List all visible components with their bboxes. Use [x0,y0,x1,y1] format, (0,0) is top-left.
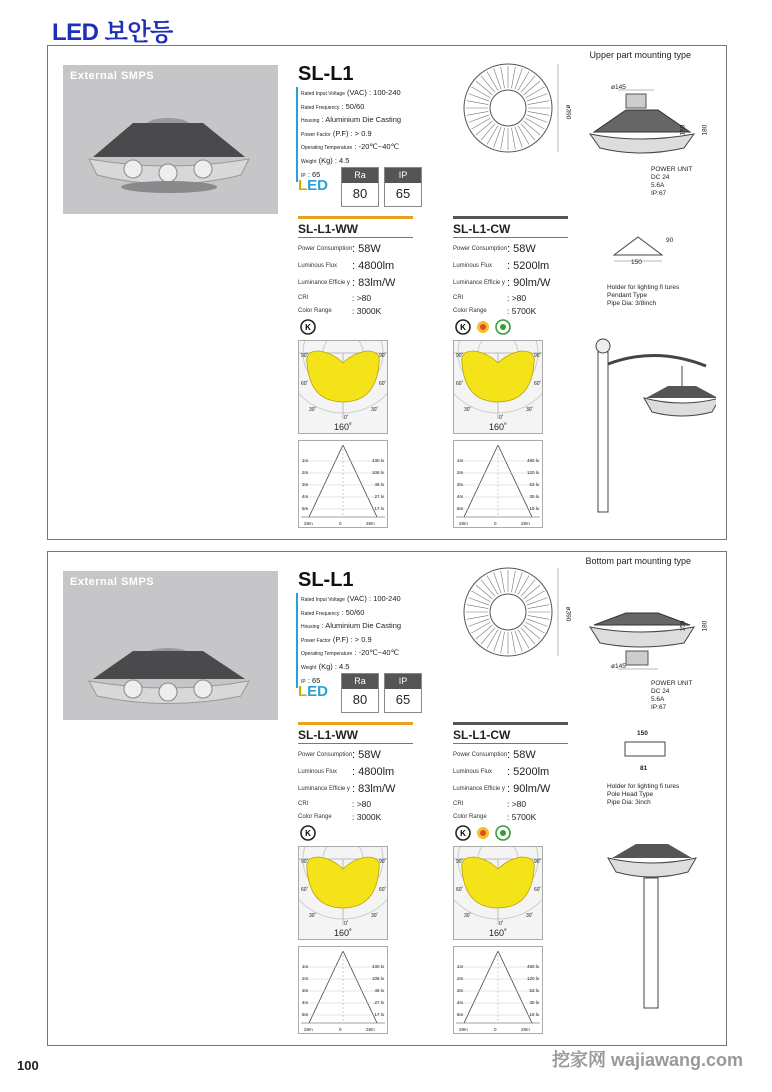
luminaire-top-view [458,58,568,162]
product-photo [63,571,278,720]
color-label: Color Range [298,307,332,314]
ip-badge [384,673,422,713]
distance-label: 5m [302,506,309,511]
height-dim-1: 150 [679,620,687,632]
color-row [298,304,413,317]
spec-unit: (Kg) [316,661,333,671]
power-unit-line: IP:67 [651,704,667,711]
efficacy-value: : 83lm/W [352,782,396,795]
cri-label: CRI [453,800,464,807]
beam-angle: 160˚ [488,928,507,938]
polar-angle-label: 30˚ [309,913,317,919]
distance-label: 1m [457,458,464,463]
luminaire-top-view [458,562,568,666]
variant-block [298,216,413,528]
spec-value: : 100-240 [366,88,401,97]
model-title: SL-L1 [298,63,354,85]
spec-key: Weight [301,664,317,671]
distance-label: 2m [457,976,464,981]
power-unit-line: IP:67 [651,190,667,197]
power-label: Power Consumption [298,751,353,758]
ip-badge [384,167,422,207]
distance-label: 3m [457,988,464,993]
cri-row [453,797,568,810]
polar-angle-label: 90˚ [534,353,542,359]
color-value: : 5700K [507,811,537,822]
lux-label: 27 lx [374,1000,384,1005]
distance-label: 2m [457,470,464,475]
cri-label: CRI [298,294,309,301]
efficacy-label: Luminance Efficie y [453,785,505,792]
illuminance-chart [298,440,388,528]
cert-icons [453,824,568,843]
lux-label: 19 lx [529,506,539,511]
spec-line [296,620,401,634]
spec-value: : -20℃~40℃ [352,142,399,152]
polar-distribution [453,340,543,434]
spec-line [296,607,401,621]
spec-key: Rated Input Voltage [301,91,345,97]
axis-label: 28m [304,521,313,526]
distance-label: 3m [457,482,464,487]
spec-key: Rated Input Voltage [301,597,345,603]
ra-badge [341,673,379,713]
spec-unit: (Kg) [316,155,333,165]
axis-label: 28m [459,521,468,526]
power-unit-line: DC 24 [651,688,670,695]
polar-angle-label: 90˚ [301,859,309,865]
top-diameter-dim: ø145 [611,663,626,670]
polar-angle-label: 60˚ [379,887,387,893]
power-label: Power Consumption [298,245,353,252]
axis-label: 28m [459,1027,468,1032]
spec-key: IP [301,678,306,685]
polar-angle-label: 30˚ [526,913,534,919]
polar-angle-label: 90˚ [301,353,309,359]
holder-line: Pendant Type [607,292,647,299]
power-value: : 58W [352,242,381,255]
lux-label: 17 lx [374,1012,384,1017]
lux-label: 53 lx [529,988,539,993]
power-unit-line: 5.6A [651,182,665,189]
ra-label: Ra [342,674,378,689]
power-label: Power Consumption [453,245,508,252]
polar-angle-label: 90˚ [456,353,464,359]
beam-angle: 160˚ [488,422,507,432]
lux-label: 480 lx [526,458,539,463]
pole-head-bracket-drawing [621,740,671,760]
power-row [453,240,568,257]
polar-angle-label: 0˚ [499,415,504,421]
svg-text:K: K [460,829,466,838]
cri-value: : >80 [352,798,372,809]
color-label: Color Range [298,813,332,820]
svg-text:K: K [305,323,311,332]
spec-key: Housing [301,118,320,125]
watermark: 挖家网 wajiawang.com [552,1050,744,1070]
diameter-dim: ø390 [564,104,572,120]
polar-angle-label: 60˚ [456,887,464,893]
axis-label: 0 [339,521,342,526]
polar-angle-label: 90˚ [534,859,542,865]
spec-value: : > 0.9 [348,634,372,644]
axis-label: 28m [366,1027,375,1032]
flux-value: : 4800lm [352,259,395,272]
mounting-type-header: Upper part mounting type [589,50,691,60]
efficacy-value: : 83lm/W [352,276,396,289]
lux-label: 30 lx [529,1000,539,1005]
power-unit-line: DC 24 [651,174,670,181]
cert-icons [298,318,413,337]
spec-line [296,128,401,142]
spec-line [296,634,401,648]
ra-value: 80 [352,692,368,707]
polar-angle-label: 60˚ [456,381,464,387]
bracket-width-dim: 150 [637,730,648,737]
lux-label: 17 lx [374,506,384,511]
luminaire-image [63,65,278,214]
spec-value: : -20℃~40℃ [352,648,399,658]
distance-label: 4m [457,494,464,499]
variant-block [453,722,568,1034]
kc-cert-icon [453,318,473,336]
efficacy-label: Luminance Efficie y [298,279,350,286]
polar-angle-label: 0˚ [344,921,349,927]
holder-line: Holder for lighting fi tures [607,783,680,790]
flux-row [298,763,413,780]
power-value: : 58W [507,242,536,255]
distance-label: 1m [302,458,309,463]
mounting-type-header: Bottom part mounting type [585,556,691,566]
holder-line: Holder for lighting fi tures [607,284,680,291]
distance-label: 5m [302,1012,309,1017]
flux-value: : 5200lm [507,259,550,272]
polar-angle-label: 30˚ [371,407,379,413]
power-value: : 58W [352,748,381,761]
ra-badge [341,167,379,207]
efficacy-row [453,274,568,291]
variant-name: SL-L1-WW [298,728,413,744]
holder-line: Pipe Dia: 3inch [607,799,651,806]
spec-line [296,114,401,128]
power-label: Power Consumption [453,751,508,758]
model-title: SL-L1 [298,569,354,591]
flux-row [298,257,413,274]
flux-value: : 4800lm [352,765,395,778]
kc-cert-icon [298,318,318,336]
illuminance-chart [453,946,543,1034]
page-title: LED 보안등 [52,19,173,46]
lux-label: 27 lx [374,494,384,499]
spec-value: : 4.5 [332,661,350,671]
axis-label: 0 [494,1027,497,1032]
lux-label: 19 lx [529,1012,539,1017]
spec-line [296,593,401,607]
kc-cert-icon [298,824,318,842]
axis-label: 28m [521,521,530,526]
variant-color-bar [298,722,413,725]
ra-label: Ra [342,168,378,183]
kc-cert-icon [453,824,473,842]
polar-angle-label: 30˚ [464,407,472,413]
axis-label: 28m [304,1027,313,1032]
spec-value: : 4.5 [332,155,350,165]
color-row [453,304,568,317]
spec-line [296,101,401,115]
illuminance-chart [298,946,388,1034]
lux-label: 120 lx [526,470,539,475]
spec-key: Housing [301,624,320,631]
axis-label: 28m [521,1027,530,1032]
holder-line: Pole Head Type [607,791,654,798]
spec-value: : Aluminium Die Casting [319,621,402,631]
spec-value: : > 0.9 [348,128,372,138]
holder-info [607,284,679,308]
spec-key: Rated Frequency [301,610,340,617]
distance-label: 4m [457,1000,464,1005]
top-diameter-dim: ø145 [611,84,626,91]
page-number: 100 [17,1058,39,1073]
pendant-installation-drawing [586,336,716,516]
distance-label: 1m [457,964,464,969]
flux-row [453,257,568,274]
cri-row [453,291,568,304]
svg-text:K: K [305,829,311,838]
color-row [453,810,568,823]
spec-value: : Aluminium Die Casting [319,115,402,125]
polar-angle-label: 60˚ [301,887,309,893]
cert-icons [453,318,568,337]
flux-label: Luminous Flux [298,768,338,775]
spec-key: Power Factor [301,637,331,644]
product-panel [47,45,727,540]
flux-label: Luminous Flux [453,262,493,269]
power-unit-info [651,166,693,198]
flux-row [453,763,568,780]
product-photo [63,65,278,214]
ip-value: 65 [395,186,411,201]
efficacy-label: Luminance Efficie y [298,785,350,792]
cri-label: CRI [298,800,309,807]
flux-value: : 5200lm [507,765,550,778]
distance-label: 5m [457,1012,464,1017]
distance-label: 1m [302,964,309,969]
cert-icons [298,824,413,843]
flux-label: Luminous Flux [453,768,493,775]
axis-label: 0 [339,1027,342,1032]
polar-angle-label: 60˚ [301,381,309,387]
illuminance-chart [453,440,543,528]
led-logo: LED [298,177,329,194]
efficacy-label: Luminance Efficie y [453,279,505,286]
efficacy-row [298,274,413,291]
variant-name: SL-L1-WW [298,222,413,238]
distance-label: 3m [302,988,309,993]
power-unit-line: POWER UNIT [651,680,693,687]
color-label: Color Range [453,813,487,820]
lux-label: 48 lx [374,482,384,487]
lux-label: 48 lx [374,988,384,993]
polar-angle-label: 0˚ [499,921,504,927]
variant-color-bar [298,216,413,219]
variant-block [298,722,413,1034]
lux-label: 108 lx [371,470,384,475]
flux-label: Luminous Flux [298,262,338,269]
spec-key: Power Factor [301,131,331,138]
polar-angle-label: 60˚ [379,381,387,387]
eco-cert-icon [493,318,513,336]
power-unit-line: POWER UNIT [651,166,693,173]
lux-label: 430 lx [371,458,384,463]
color-label: Color Range [453,307,487,314]
distance-label: 4m [302,1000,309,1005]
spec-unit: (VAC) [344,88,367,97]
variant-color-bar [453,216,568,219]
efficacy-row [453,780,568,797]
lux-label: 53 lx [529,482,539,487]
polar-angle-label: 90˚ [379,353,387,359]
variant-color-bar [453,722,568,725]
spec-key: Operating Temperature [301,651,353,658]
spec-line [296,87,401,101]
smps-label: External SMPS [70,576,155,588]
beam-angle: 160˚ [333,422,352,432]
eco-cert-icon [493,824,513,842]
height-dim-2: 180 [701,620,709,632]
cri-label: CRI [453,294,464,301]
lux-label: 430 lx [371,964,384,969]
distance-label: 4m [302,494,309,499]
polar-angle-label: 30˚ [526,407,534,413]
power-row [298,240,413,257]
color-value: : 5700K [507,305,537,316]
color-row [298,810,413,823]
polar-angle-label: 60˚ [534,887,542,893]
beam-angle: 160˚ [333,928,352,938]
lux-label: 30 lx [529,494,539,499]
spec-key: Rated Frequency [301,104,340,111]
spec-value: : 65 [305,675,321,685]
power-unit-info [651,680,693,712]
luminaire-side-view [576,605,706,685]
spec-key: IP [301,172,306,179]
distance-label: 5m [457,506,464,511]
variant-block [453,216,568,528]
spec-unit: (P.F) [330,634,349,644]
color-value: : 3000K [352,305,382,316]
polar-angle-label: 90˚ [456,859,464,865]
efficacy-value: : 90lm/W [507,276,551,289]
axis-label: 0 [494,521,497,526]
polar-angle-label: 0˚ [344,415,349,421]
polar-angle-label: 30˚ [309,407,317,413]
led-logo: LED [298,683,329,700]
diameter-dim: ø390 [564,606,572,622]
distance-label: 3m [302,482,309,487]
smps-label: External SMPS [70,70,155,82]
polar-distribution [298,340,388,434]
pole-installation-drawing [598,840,718,1020]
polar-angle-label: 90˚ [379,859,387,865]
power-row [298,746,413,763]
spec-value: : 50/60 [339,607,365,617]
ip-value: 65 [395,692,411,707]
cri-value: : >80 [507,798,527,809]
distance-label: 2m [302,470,309,475]
spec-value: : 65 [305,169,321,179]
lux-label: 108 lx [371,976,384,981]
spec-key: Operating Temperature [301,145,353,152]
cri-value: : >80 [352,292,372,303]
lux-label: 480 lx [526,964,539,969]
spec-line [296,141,401,155]
product-panel [47,551,727,1046]
polar-distribution [298,846,388,940]
bracket-width-dim: 150 [631,259,642,266]
spec-unit: (P.F) [330,128,349,138]
variant-name: SL-L1-CW [453,728,568,744]
distance-label: 2m [302,976,309,981]
spec-line [296,647,401,661]
power-value: : 58W [507,748,536,761]
polar-angle-label: 60˚ [534,381,542,387]
variant-name: SL-L1-CW [453,222,568,238]
spec-key: Weight [301,158,317,165]
polar-distribution [453,846,543,940]
efficacy-value: : 90lm/W [507,782,551,795]
cri-row [298,291,413,304]
power-row [453,746,568,763]
polar-angle-label: 30˚ [464,913,472,919]
power-unit-line: 5.6A [651,696,665,703]
efficacy-row [298,780,413,797]
ra-value: 80 [352,186,368,201]
bracket-height-dim: 90 [666,237,674,244]
color-value: : 3000K [352,811,382,822]
holder-info [607,783,679,807]
holder-line: Pipe Dia: 3/8inch [607,300,657,307]
polar-angle-label: 30˚ [371,913,379,919]
ip-label: IP [385,674,421,689]
height-dim-2: 180 [701,124,709,136]
ip-label: IP [385,168,421,183]
high-efficiency-cert-icon [473,318,493,336]
height-dim-1: 150 [679,124,687,136]
spec-value: : 100-240 [366,594,401,603]
bracket-height-dim: 81 [640,765,648,772]
spec-unit: (VAC) [344,594,367,603]
high-efficiency-cert-icon [473,824,493,842]
luminaire-image [63,571,278,720]
lux-label: 120 lx [526,976,539,981]
spec-value: : 50/60 [339,101,365,111]
cri-row [298,797,413,810]
svg-text:K: K [460,323,466,332]
axis-label: 28m [366,521,375,526]
cri-value: : >80 [507,292,527,303]
